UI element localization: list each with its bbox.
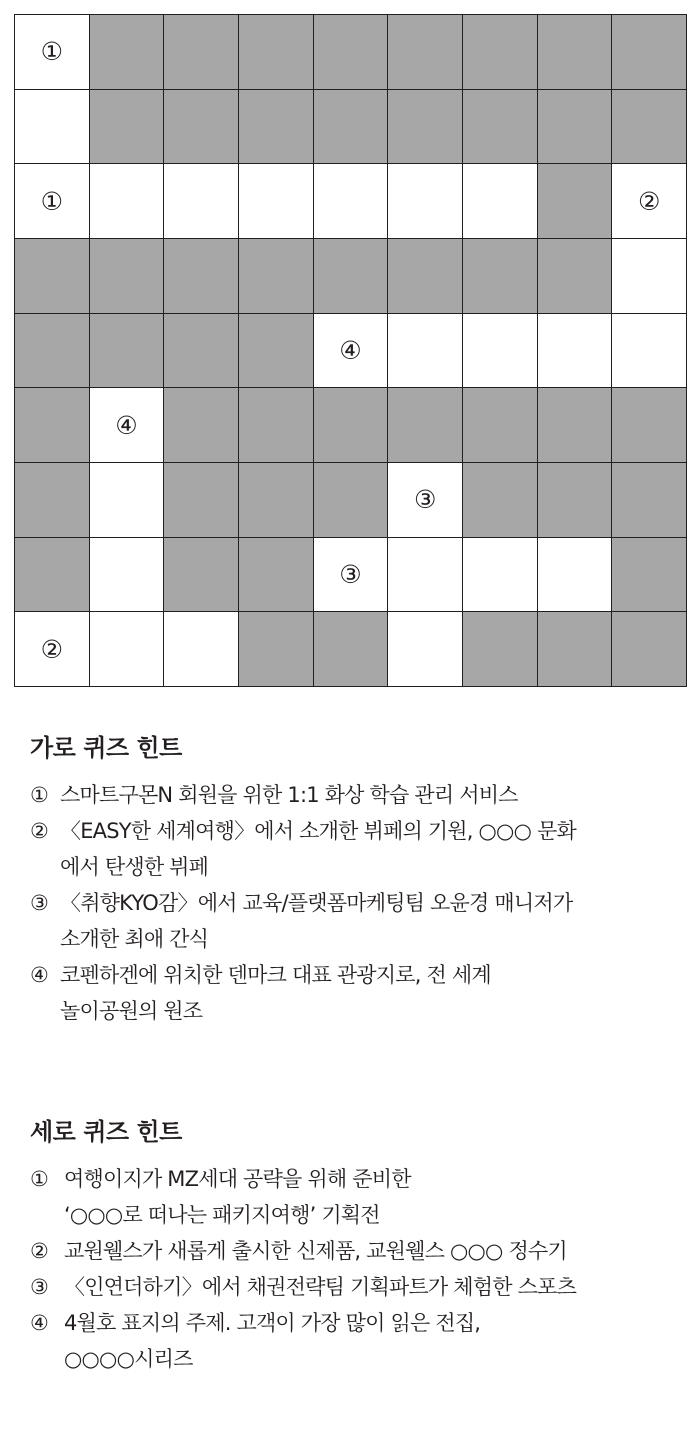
numbered-answer-cell[interactable] [15, 612, 90, 687]
answer-cell[interactable] [612, 239, 687, 314]
blocked-cell [612, 538, 687, 613]
blocked-cell [164, 90, 239, 165]
down-hints-title: 세로 퀴즈 힌트 [30, 1118, 182, 1146]
answer-cell[interactable] [388, 164, 463, 239]
blocked-cell [314, 239, 389, 314]
blocked-cell [239, 239, 314, 314]
hint-text: 4월호 표지의 주제. 고객이 가장 많이 읽은 전집, ○○○○시리즈 [64, 1311, 481, 1371]
answer-cell[interactable] [314, 164, 389, 239]
blocked-cell [538, 463, 613, 538]
numbered-answer-cell[interactable] [15, 15, 90, 90]
hint-text: 여행이지가 MZ세대 공략을 위해 준비한 ‘○○○로 떠나는 패키지여행’ 기획전 [64, 1167, 411, 1227]
blocked-cell [388, 90, 463, 165]
answer-cell[interactable] [388, 538, 463, 613]
blocked-cell [90, 15, 165, 90]
blocked-cell [239, 388, 314, 463]
across-hint-3 [30, 885, 680, 957]
blocked-cell [463, 612, 538, 687]
crossword-grid [14, 14, 687, 687]
clue-number: ② [40, 634, 64, 664]
numbered-answer-cell[interactable] [612, 164, 687, 239]
answer-cell[interactable] [239, 164, 314, 239]
blocked-cell [538, 612, 613, 687]
hint-text: 〈취향KYO감〉에서 교육/플랫폼마케팅팀 오윤경 매니저가 소개한 최애 간식 [60, 891, 573, 951]
blocked-cell [538, 239, 613, 314]
blocked-cell [612, 463, 687, 538]
blocked-cell [612, 612, 687, 687]
hint-number: ③ [30, 891, 49, 915]
hint-text: 코펜하겐에 위치한 덴마크 대표 관광지로, 전 세계 놀이공원의 원조 [60, 963, 491, 1023]
across-hints [30, 728, 680, 1029]
answer-cell[interactable] [90, 538, 165, 613]
answer-cell[interactable] [164, 612, 239, 687]
hint-text: 〈EASY한 세계여행〉에서 소개한 뷔페의 기원, ○○○ 문화 에서 탄생한 뷔페 [60, 819, 576, 879]
blocked-cell [164, 388, 239, 463]
hint-text: 〈인연더하기〉에서 채권전략팀 기획파트가 체험한 스포츠 [64, 1275, 577, 1299]
across-hint-4 [30, 957, 680, 1029]
blocked-cell [90, 90, 165, 165]
blocked-cell [538, 388, 613, 463]
blocked-cell [388, 15, 463, 90]
blocked-cell [463, 239, 538, 314]
answer-cell[interactable] [15, 90, 90, 165]
clue-number: ④ [115, 410, 138, 440]
blocked-cell [90, 239, 165, 314]
down-hint-list [30, 1161, 680, 1377]
answer-cell[interactable] [164, 164, 239, 239]
blocked-cell [538, 164, 613, 239]
blocked-cell [239, 15, 314, 90]
numbered-answer-cell[interactable] [314, 314, 389, 389]
blocked-cell [612, 388, 687, 463]
numbered-answer-cell[interactable] [15, 164, 90, 239]
answer-cell[interactable] [90, 164, 165, 239]
blocked-cell [90, 314, 165, 389]
blocked-cell [164, 314, 239, 389]
down-hint-2 [30, 1233, 680, 1269]
blocked-cell [239, 612, 314, 687]
blocked-cell [538, 15, 613, 90]
blocked-cell [463, 463, 538, 538]
answer-cell[interactable] [538, 538, 613, 613]
blocked-cell [15, 538, 90, 613]
hint-number: ① [30, 1167, 49, 1191]
answer-cell[interactable] [388, 612, 463, 687]
hint-text: 교원웰스가 새롭게 출시한 신제품, 교원웰스 ○○○ 정수기 [64, 1239, 567, 1263]
blocked-cell [164, 239, 239, 314]
across-hint-2 [30, 813, 680, 885]
clue-number: ① [40, 186, 64, 216]
numbered-answer-cell[interactable] [388, 463, 463, 538]
blocked-cell [239, 314, 314, 389]
across-hints-title: 가로 퀴즈 힌트 [30, 734, 182, 762]
hint-number: ① [30, 783, 49, 807]
hint-number: ④ [30, 963, 49, 987]
across-hint-list [30, 777, 680, 1029]
blocked-cell [612, 90, 687, 165]
hint-number: ② [30, 1239, 49, 1263]
answer-cell[interactable] [463, 538, 538, 613]
blocked-cell [164, 463, 239, 538]
clue-number: ① [40, 37, 64, 67]
answer-cell[interactable] [612, 314, 687, 389]
blocked-cell [239, 538, 314, 613]
hint-number: ③ [30, 1275, 49, 1299]
hint-number: ② [30, 819, 49, 843]
blocked-cell [314, 90, 389, 165]
blocked-cell [463, 15, 538, 90]
blocked-cell [314, 463, 389, 538]
numbered-answer-cell[interactable] [90, 388, 165, 463]
blocked-cell [164, 15, 239, 90]
blocked-cell [612, 15, 687, 90]
down-hints [30, 1112, 680, 1377]
blocked-cell [239, 90, 314, 165]
answer-cell[interactable] [388, 314, 463, 389]
answer-cell[interactable] [538, 314, 613, 389]
clue-number: ③ [339, 559, 362, 589]
answer-cell[interactable] [463, 314, 538, 389]
blocked-cell [538, 90, 613, 165]
down-hint-4 [30, 1305, 680, 1377]
answer-cell[interactable] [90, 612, 165, 687]
across-hint-1 [30, 777, 680, 813]
blocked-cell [15, 463, 90, 538]
blocked-cell [314, 388, 389, 463]
blocked-cell [15, 314, 90, 389]
blocked-cell [463, 90, 538, 165]
blocked-cell [15, 388, 90, 463]
answer-cell[interactable] [90, 463, 165, 538]
blocked-cell [388, 239, 463, 314]
hint-text: 스마트구몬N 회원을 위한 1:1 화상 학습 관리 서비스 [60, 783, 518, 807]
blocked-cell [164, 538, 239, 613]
down-hint-1 [30, 1161, 680, 1233]
clue-number: ③ [413, 485, 437, 515]
blocked-cell [314, 15, 389, 90]
blocked-cell [314, 612, 389, 687]
numbered-answer-cell[interactable] [314, 538, 389, 613]
down-hint-3 [30, 1269, 680, 1305]
blocked-cell [15, 239, 90, 314]
blocked-cell [463, 388, 538, 463]
blocked-cell [239, 463, 314, 538]
blocked-cell [388, 388, 463, 463]
hint-number: ④ [30, 1311, 49, 1335]
clue-number: ④ [339, 335, 362, 365]
clue-number: ② [637, 186, 661, 216]
answer-cell[interactable] [463, 164, 538, 239]
